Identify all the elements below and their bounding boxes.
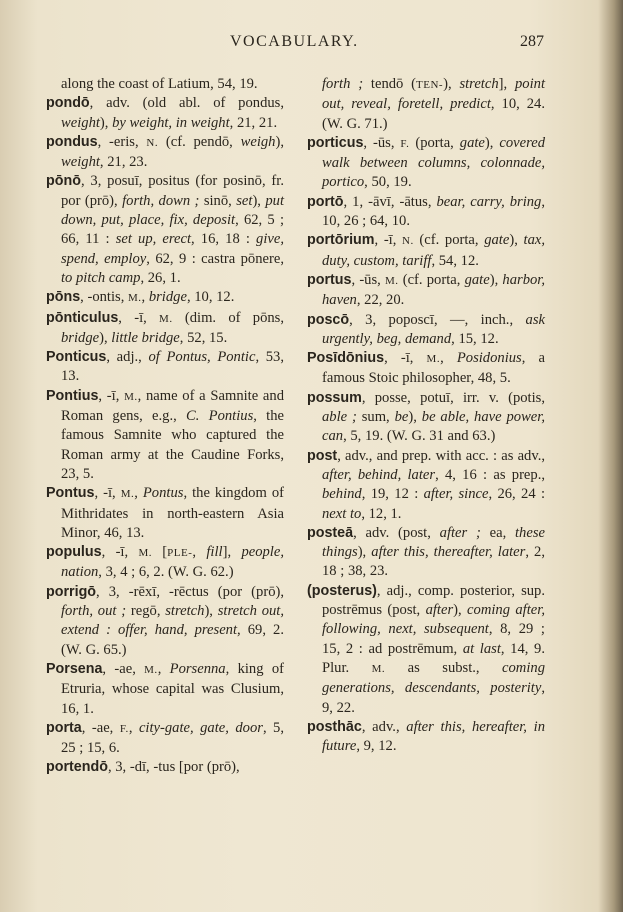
entry-definition: point out, reveal, foretell, predict — [322, 76, 545, 113]
entry-text: , -ī, — [374, 232, 403, 249]
dictionary-entry — [46, 583, 284, 660]
entry-definition: give, spend, employ — [61, 231, 284, 267]
entry-definition: after this, thereafter, later — [371, 544, 526, 561]
entry-definition: ask urgently, beg, demand — [322, 311, 545, 347]
entry-definition: Porsenna — [169, 660, 226, 677]
entry-definition: weight — [61, 154, 100, 171]
entry-headword: populus — [46, 544, 102, 561]
entry-definition: bear, carry, bring — [436, 193, 542, 210]
entry-text: ea, — [480, 524, 515, 541]
entry-text: , 62, 9 : castra pōnere, — [146, 250, 284, 267]
entry-text: , adv., and prep. with acc. : as adv., — [337, 447, 545, 464]
entry-text: , -ūs, — [351, 271, 385, 288]
entry-headword: Posīdōnius — [307, 350, 385, 367]
entry-definition: harbor, haven — [322, 271, 545, 309]
entry-definition: coming generations, descendants, posterity — [322, 659, 545, 697]
dictionary-entry — [307, 271, 545, 311]
entry-definition: set up, erect — [115, 231, 192, 248]
entry-definition: people, nation — [61, 544, 284, 581]
entry-headword: pōnō — [46, 173, 81, 190]
entry-text: , 4, 16 : as prep., — [435, 466, 546, 483]
entry-text: M. — [371, 662, 386, 675]
entry-definition: to pitch camp — [61, 269, 141, 286]
entry-text: , -ī, — [101, 544, 139, 561]
entry-definition: after this, hereafter, in future — [322, 718, 545, 755]
entry-headword: pōnticulus — [46, 309, 119, 326]
entry-text: , 3, -rēxī, -rēctus (por (prō), — [96, 583, 284, 600]
entry-text: , 62, 5 ; 66, 11 : — [61, 212, 284, 248]
entry-text: , the kingdom of Mithridates in north-eastern Asia Minor, 46, 13. — [61, 485, 284, 541]
entry-text: , 10, 26 ; 64, 10. — [322, 193, 545, 230]
entry-definition: able ; — [322, 409, 357, 426]
entry-text: , 69, 2. (W. G. 65.) — [61, 622, 284, 658]
entry-text: , the famous Samnite who captured the Roman army at the Caudine Forks, 23, 5. — [61, 408, 284, 482]
entry-definition: weigh — [240, 133, 276, 150]
dictionary-entry — [46, 484, 284, 543]
dictionary-entry — [46, 660, 284, 719]
entry-text: , 50, 19. — [364, 174, 412, 191]
entry-text: M. — [426, 353, 441, 366]
entry-text: , -ī, — [98, 387, 125, 404]
dictionary-entry — [307, 389, 545, 447]
entry-text: [ — [151, 544, 168, 561]
entry-text: sinō, — [199, 192, 237, 209]
entry-text: ), — [204, 603, 218, 620]
entry-text: , -ae, — [102, 660, 145, 677]
entry-text: tendō ( — [363, 76, 417, 92]
entry-text: along the coast of Latium, 54, 19. — [61, 76, 258, 92]
entry-text: PLE- — [167, 547, 193, 560]
page-header — [0, 33, 623, 55]
dictionary-entry — [307, 349, 545, 389]
entry-text: , 26, 24 : — [488, 486, 545, 503]
entry-definition: covered walk between columns, colonnade, portico — [322, 134, 545, 191]
dictionary-entry — [307, 75, 545, 134]
dictionary-entry — [307, 134, 545, 193]
dictionary-entry — [307, 718, 545, 757]
entry-text: (dim. of pōns, — [172, 309, 284, 326]
entry-definition: little bridge — [111, 329, 180, 346]
dictionary-entry — [46, 309, 284, 349]
entry-text: , 52, 15. — [179, 329, 228, 346]
dictionary-entry — [46, 288, 284, 308]
entry-headword: porta — [46, 719, 82, 736]
entry-text: , adv., — [361, 718, 407, 735]
entry-text: ], — [222, 544, 242, 561]
entry-definition: Posidonius — [456, 350, 522, 367]
dictionary-entry — [46, 758, 284, 777]
entry-definition: after, since — [423, 486, 489, 503]
entry-headword: poscō — [307, 311, 350, 328]
entry-text: ), — [453, 602, 468, 619]
entry-headword: Pontius — [46, 387, 99, 404]
entry-text: , 12, 1. — [361, 505, 402, 522]
entry-headword: possum — [307, 389, 362, 406]
entry-text: , -ontis, — [80, 289, 128, 306]
entry-text: ), — [484, 134, 500, 151]
entry-definition: stretch — [165, 603, 205, 620]
entry-text: ), — [509, 232, 524, 249]
dictionary-entry — [46, 172, 284, 288]
entry-text: TEN- — [416, 79, 444, 91]
dictionary-entry — [307, 231, 545, 271]
entry-text: ], — [498, 76, 515, 92]
entry-headword: portus — [307, 271, 352, 288]
entry-definition: gate — [464, 271, 490, 288]
page-number: 287 — [520, 33, 544, 50]
entry-headword: portō — [307, 193, 344, 210]
entry-headword: pōns — [46, 289, 81, 306]
entry-text: N. — [146, 136, 159, 149]
entry-text: M. — [385, 274, 399, 287]
entry-text: M. — [124, 390, 138, 403]
entry-headword: posthāc — [307, 718, 362, 735]
entry-text: , — [134, 485, 143, 502]
entry-definition: after ; — [439, 524, 481, 541]
entry-text: , 14, 9. Plur. — [322, 640, 545, 676]
entry-headword: Ponticus — [46, 349, 107, 366]
entry-text: , — [157, 660, 170, 677]
entry-text: (cf. pendō, — [158, 133, 241, 150]
entry-definition: Pontus — [142, 485, 184, 502]
entry-headword: pondō — [46, 95, 90, 112]
entry-text: , -ae, — [81, 719, 120, 736]
entry-definition: gate — [459, 134, 485, 151]
entry-text: ), — [275, 133, 284, 150]
entry-text: , 22, 20. — [356, 292, 405, 309]
entry-text: M. — [128, 292, 142, 305]
entry-text: , king of Etruria, whose capital was Clusium, 16, 1. — [61, 660, 284, 717]
dictionary-entry — [46, 348, 284, 387]
entry-headword: (posterus) — [307, 582, 377, 599]
entry-text: , 53, 13. — [61, 349, 285, 385]
entry-text: , -ī, — [384, 350, 427, 367]
entry-definition: stretch out, extend : offer, hand, present — [61, 603, 284, 639]
dictionary-entry — [307, 582, 545, 718]
entry-definition: stretch — [459, 76, 499, 92]
entry-definition: next to — [322, 505, 362, 522]
entry-definition: forth, down ; — [122, 192, 200, 209]
entry-definition: after — [425, 602, 454, 619]
dictionary-entry — [46, 133, 284, 173]
entry-headword: Porsena — [46, 660, 103, 677]
dictionary-entry — [307, 311, 545, 350]
right-column — [307, 75, 545, 756]
entry-text: , — [440, 350, 457, 367]
entry-text: , 8, 29 ; 15, 2 : ad postrēmum, — [322, 621, 545, 657]
entry-text: , adj., — [106, 349, 149, 366]
entry-text: ), — [99, 114, 113, 131]
entry-text: ), — [99, 329, 112, 346]
entry-definition: fill — [206, 544, 223, 561]
entry-text: (cf. porta, — [413, 232, 485, 249]
entry-definition: set — [236, 192, 253, 209]
entry-text: , 3, poposcī, —, inch., — [349, 311, 526, 328]
entry-definition: tax, duty, custom, tariff — [322, 232, 545, 269]
entry-text: , 5, 19. (W. G. 31 and 63.) — [343, 428, 496, 445]
entry-text: , 21, 23. — [99, 154, 148, 171]
entry-text: F. — [400, 137, 410, 150]
entry-text: (porta, — [409, 134, 460, 151]
entry-definition: C. Pontius — [186, 408, 254, 425]
entry-text: M. — [144, 663, 158, 676]
entry-text: , -ī, — [118, 309, 160, 326]
entry-text: M. — [159, 312, 173, 325]
entry-text: , adv. (old abl. of pondus, — [89, 95, 284, 112]
entry-definition: these things — [322, 524, 545, 561]
entry-text: , 19, 12 : — [361, 486, 424, 503]
entry-text: , -ūs, — [363, 134, 401, 151]
entry-headword: porrigō — [46, 583, 97, 600]
entry-text: ), — [489, 271, 503, 288]
entry-text: , 9, 12. — [356, 738, 397, 755]
entry-headword: post — [307, 447, 338, 464]
entry-text: , 3, posuī, positus (for posinō, fr. por (prō), — [61, 173, 284, 209]
entry-definition: by weight, in weight — [112, 114, 230, 131]
entry-text: , adj., comp. posterior, sup. postrēmus (post, — [322, 582, 545, 619]
entry-headword: pondus — [46, 133, 98, 150]
entry-text: , 2, 18 ; 38, 23. — [322, 544, 545, 580]
entry-text: M. — [138, 547, 152, 560]
entry-text: , — [141, 289, 149, 306]
entry-text: , -ī, — [94, 485, 121, 502]
entry-text: , 10, 24. (W. G. 71.) — [322, 96, 545, 132]
entry-definition: be — [394, 409, 409, 426]
entry-text: , 15, 12. — [451, 330, 499, 347]
entry-headword: posteā — [307, 524, 354, 541]
entry-headword: Pontus — [46, 485, 95, 502]
entry-definition: be able, have power, can — [322, 409, 545, 445]
entry-definition: put down, put, place, fix, deposit — [61, 192, 285, 229]
left-column — [46, 75, 284, 778]
entry-text: , a famous Stoic philosopher, 48, 5. — [322, 350, 545, 387]
entry-definition: forth, out ; — [61, 603, 127, 620]
entry-text: , 54, 12. — [431, 252, 479, 269]
entry-definition: bridge — [61, 329, 100, 346]
entry-text: ), — [357, 544, 372, 561]
entry-text: F. — [119, 722, 129, 735]
entry-definition: weight — [61, 114, 100, 131]
entry-text: (cf. porta, — [398, 271, 465, 288]
entry-text: , posse, potuī, irr. v. (potis, — [361, 389, 545, 406]
entry-text: N. — [402, 235, 414, 248]
entry-definition: coming after, following, next, subsequent — [322, 602, 545, 638]
dictionary-entry — [307, 447, 545, 524]
entry-text: , 3, 4 ; 6, 2. (W. G. 62.) — [98, 564, 234, 581]
running-head: VOCABULARY. — [230, 33, 359, 50]
entry-headword: portōrium — [307, 232, 375, 249]
entry-definition: gate — [484, 232, 510, 249]
entry-text: , adv. (post, — [353, 524, 440, 541]
entry-text: , 16, 18 : — [191, 231, 257, 248]
entry-text: as subst., — [385, 659, 503, 676]
dictionary-entry — [46, 94, 284, 133]
entry-definition: at last — [462, 640, 501, 657]
entry-text: , 1, -āvī, -ātus, — [343, 193, 437, 210]
entry-text: , 9, 22. — [322, 680, 545, 716]
entry-text: ), — [252, 192, 266, 209]
entry-definition: after, behind, later — [322, 466, 436, 483]
entry-text: sum, — [356, 409, 395, 426]
entry-text: , -eris, — [97, 133, 147, 150]
entry-text: , — [128, 719, 139, 736]
entry-text: , 21, 21. — [229, 114, 278, 131]
entry-text: , 10, 12. — [186, 289, 235, 306]
entry-headword: portendō — [46, 759, 108, 776]
dictionary-entry — [46, 75, 284, 94]
dictionary-entry — [46, 719, 284, 759]
entry-definition: bridge — [148, 289, 187, 306]
entry-definition: forth ; — [322, 76, 364, 92]
dictionary-entry — [46, 543, 284, 583]
entry-text: , name of a Samnite and Roman gens, e.g., — [61, 387, 284, 425]
entry-text: ), — [408, 409, 422, 426]
entry-definition: city-gate, gate, door — [138, 719, 263, 736]
entry-text: , — [192, 544, 207, 561]
dictionary-entry — [46, 387, 284, 484]
entry-text: regō, — [126, 603, 166, 620]
entry-headword: porticus — [307, 134, 364, 151]
dictionary-entry — [307, 524, 545, 582]
entry-text: M. — [120, 488, 135, 501]
entry-text: , 5, 25 ; 15, 6. — [61, 719, 285, 757]
dictionary-entry — [307, 193, 545, 232]
entry-definition: of Pontus, Pontic — [148, 349, 256, 366]
entry-text: ), — [443, 76, 460, 92]
entry-text: , 26, 1. — [140, 269, 181, 286]
entry-text: , 3, -dī, -tus [por (prō), — [107, 759, 240, 776]
entry-definition: behind — [322, 486, 362, 503]
